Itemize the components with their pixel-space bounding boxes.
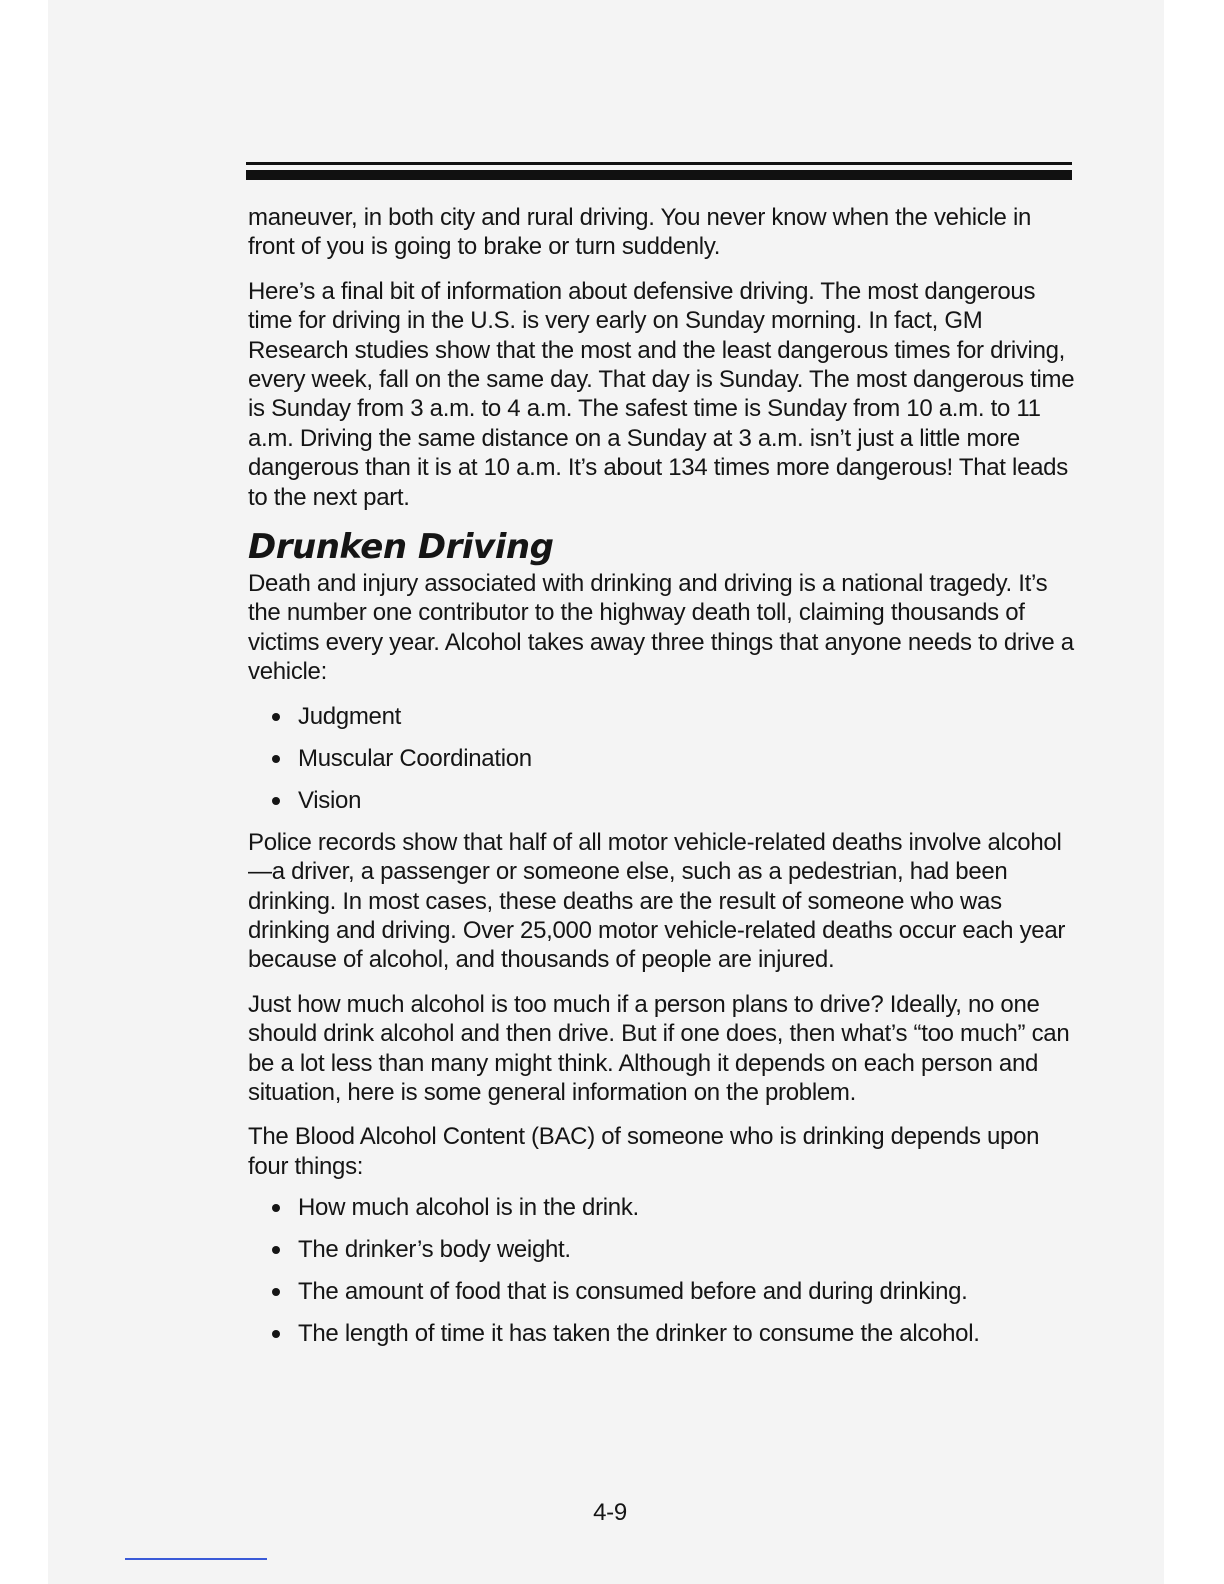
header-rule-thin	[246, 162, 1072, 165]
bullet-icon	[272, 1246, 280, 1254]
section-paragraph-2: Police records show that half of all motor vehicle-related deaths involve alcohol—a driver, a passenger or someone else, such as a pedestrian, had been drinking. In most cases, these deaths are the result of someone who was drinking and driving. Over 25,000 motor vehicle-related deaths occur each year because of alcohol, and thousands of people are injured.	[248, 828, 1066, 974]
list-item: Judgment	[248, 702, 1078, 731]
bullet-icon	[272, 713, 280, 721]
bullet-icon	[272, 797, 280, 805]
list-item: Vision	[248, 786, 1078, 815]
section-paragraph-1: Death and injury associated with drinking and driving is a national tragedy. It’s the number one contributor to the highway death toll, claiming thousands of victims every year. Alcohol takes away three things that anyone needs to drive a vehicle:	[248, 570, 1074, 686]
bac-factors-list	[248, 1193, 1078, 1348]
list-item: The amount of food that is consumed before and during drinking.	[248, 1277, 1078, 1306]
intro-paragraph-2: Here’s a final bit of information about defensive driving. The most dangerous time for driving in the U.S. is very early on Sunday morning. In fact, GM Research studies show that the most and the least dangerous times for driving, every week, fall on the same day. That day is Sunday. The most dangerous time is Sunday from 3 a.m. to 4 a.m. The safest time is Sunday from 10 a.m. to 11 a.m. Driving the same distance on a Sunday at 3 a.m. isn’t just a little more dangerous than it is at 10 a.m. It’s about 134 times more dangerous! That leads to the next part.	[248, 277, 1075, 511]
bullet-icon	[272, 1204, 280, 1212]
footer-link-underline[interactable]	[125, 1558, 267, 1560]
list-item: The length of time it has taken the drinker to consume the alcohol.	[248, 1319, 1078, 1348]
bullet-icon	[272, 755, 280, 763]
section-paragraph-4: The Blood Alcohol Content (BAC) of someone who is drinking depends upon four things:	[248, 1123, 1040, 1180]
impairment-list	[248, 702, 1078, 815]
page	[48, 0, 1164, 1584]
section-heading: Drunken Driving	[248, 527, 554, 568]
list-item: Muscular Coordination	[248, 744, 1078, 773]
section-paragraph-3: Just how much alcohol is too much if a person plans to drive? Ideally, no one should drink alcohol and then drive. But if one does, then what’s “too much” can be a lot less than many might think. Although it depends on each person and situation, here is some general information on the problem.	[248, 990, 1070, 1106]
list-item: The drinker’s body weight.	[248, 1235, 1078, 1264]
intro-paragraph-1: maneuver, in both city and rural driving. You never know when the vehicle in front of you is going to brake or turn suddenly.	[248, 204, 1032, 261]
page-number: 4-9	[593, 1499, 627, 1526]
bullet-icon	[272, 1288, 280, 1296]
header-rule-thick	[246, 170, 1072, 180]
bullet-icon	[272, 1330, 280, 1338]
list-item: How much alcohol is in the drink.	[248, 1193, 1078, 1222]
page-content	[248, 203, 1078, 1361]
